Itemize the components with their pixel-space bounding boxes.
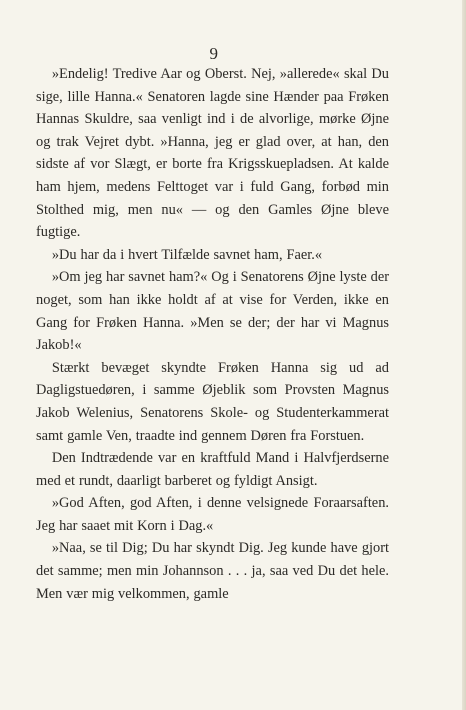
paragraph: »Du har da i hvert Tilfælde savnet ham, Faer.« <box>51 246 323 263</box>
paragraph: Stærkt bevæget skyndte Frøken Hanna sig ud ad Dagligstuedøren, i samme Øjeblik som Provsten Magnus Jakob Welenius, Senatorens Skole- og Studenterkammerat samt gamle Ven, traadte ind gennem Døren fra Forstuen. <box>36 359 389 444</box>
paragraph: »Om jeg har savnet ham?« Og i Senatorens Øjne lyste der noget, som han ikke holdt af at vise for Verden, ikke en Gang for Frøken Hanna. »Men se der; der har vi Magnus Jakob!« <box>36 269 389 354</box>
paragraph: »God Aften, god Aften, i denne velsignede Foraarsaften. Jeg har saaet mit Korn i Dag.« <box>36 495 389 534</box>
paragraph: »Endelig! Tredive Aar og Oberst. Nej, »allerede« skal Du sige, lille Hanna.« Senatoren lagde sine Hænder paa Frøken Hannas Skuldre, saa venligt ind i de alvorlige, mørke Øjne og trak Vejret dybt. »Hanna, jeg er glad over, at han, den sidste af vor Slægt, er borte fra Krigsskuepladsen. At kalde ham hjem, medens Felttoget var i fuld Gang, forbød min Stolthed mig, men nu« — og den Gamles Øjne bleve fugtige. <box>36 66 389 241</box>
body-text <box>36 63 389 605</box>
page-number: 9 <box>209 44 219 63</box>
page-edge <box>462 0 466 710</box>
paragraph: »Naa, se til Dig; Du har skyndt Dig. Jeg kunde have gjort det samme; men min Johannson . . . ja, saa ved Du det hele. Men vær mig velkommen, gamle <box>36 540 389 602</box>
paragraph: Den Indtrædende var en kraftfuld Mand i Halvfjerdserne med et rundt, daarligt barberet og fyldigt Ansigt. <box>36 450 389 489</box>
